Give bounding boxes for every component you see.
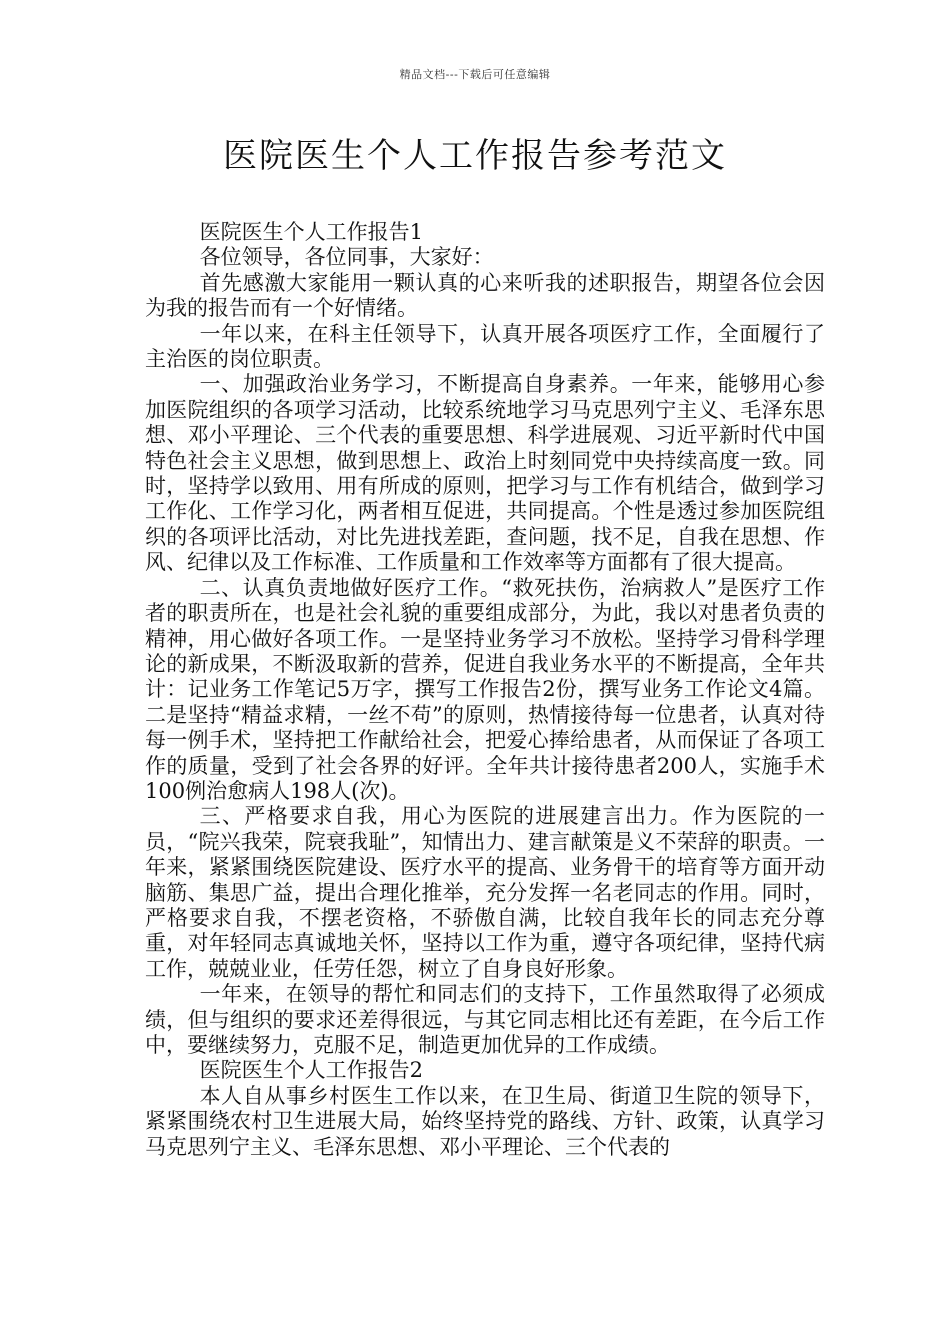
closing-paragraph: 一年来，在领导的帮忙和同志们的支持下，工作虽然取得了必须成绩，但与组织的要求还差得很远，与其它同志相比还有差距，在今后工作中，要继续努力，克服不足，制造更加优异的工作成绩。 (145, 982, 825, 1057)
section-one-paragraph: 一、加强政治业务学习，不断提高自身素养。一年来，能够用心参加医院组织的各项学习活动，比较系统地学习马克思列宁主义、毛泽东思想、邓小平理论、三个代表的重要思想、科学进展观、习近平新时代中国特色社会主义思想，做到思想上、政治上时刻同党中央持续高度一致。同时，坚持学以致用、用有所成的原则，把学习与工作有机结合，做到学习工作化、工作学习化，两者相互促进，共同提高。个性是透过参加医院组织的各项评比活动，对比先进找差距，查问题，找不足，自我在思想、作风、纪律以及工作标准、工作质量和工作效率等方面都有了很大提高。 (145, 372, 825, 575)
subheading-report-2: 医院医生个人工作报告2 (199, 1058, 423, 1083)
section-two-paragraph: 二、认真负责地做好医疗工作。“救死扶伤，治病救人”是医疗工作者的职责所在，也是社会礼貌的重要组成部分，为此，我以对患者负责的精神，用心做好各项工作。一是坚持业务学习不放松。坚持学习骨科学理论的新成果，不断汲取新的营养，促进自我业务水平的不断提高，全年共计：记业务工作笔记5万字，撰写工作报告2份，撰写业务工作论文4篇。二是坚持“精益求精，一丝不苟”的原则，热情接待每一位患者，认真对待每一例手术，坚持把工作献给社会，把爱心捧给患者，从而保证了各项工作的质量，受到了社会各界的好评。全年共计接待患者200人，实施手术100例治愈病人198人(次)。 (145, 575, 825, 803)
report-2-paragraph: 本人自从事乡村医生工作以来，在卫生局、街道卫生院的领导下，紧紧围绕农村卫生进展大局，始终坚持党的路线、方针、政策，认真学习马克思列宁主义、毛泽东思想、邓小平理论、三个代表的 (145, 1083, 825, 1159)
document-body (145, 220, 825, 1160)
overview-paragraph: 一年以来，在科主任领导下，认真开展各项医疗工作，全面履行了主治医的岗位职责。 (145, 321, 825, 372)
subheading-report-1: 医院医生个人工作报告1 (199, 220, 423, 244)
header-note: 精品文档---下载后可任意编辑 (399, 68, 551, 81)
greeting-paragraph: 各位领导，各位同事，大家好： (199, 245, 494, 270)
intro-paragraph: 首先感激大家能用一颗认真的心来听我的述职报告，期望各位会因为我的报告而有一个好情绪。 (145, 270, 825, 321)
document-title: 医院医生个人工作报告参考范文 (223, 136, 727, 176)
section-three-paragraph: 三、严格要求自我，用心为医院的进展建言出力。作为医院的一员，“院兴我荣，院衰我耻”，知情出力、建言献策是义不荣辞的职责。一年来，紧紧围绕医院建设、医疗水平的提高、业务骨干的培育等方面开动脑筋、集思广益，提出合理化推举，充分发挥一名老同志的作用。同时，严格要求自我，不摆老资格，不骄傲自满，比较自我年长的同志充分尊重，对年轻同志真诚地关怀，坚持以工作为重，遵守各项纪律，坚持代病工作，兢兢业业，任劳任怨，树立了自身良好形象。 (145, 804, 825, 981)
